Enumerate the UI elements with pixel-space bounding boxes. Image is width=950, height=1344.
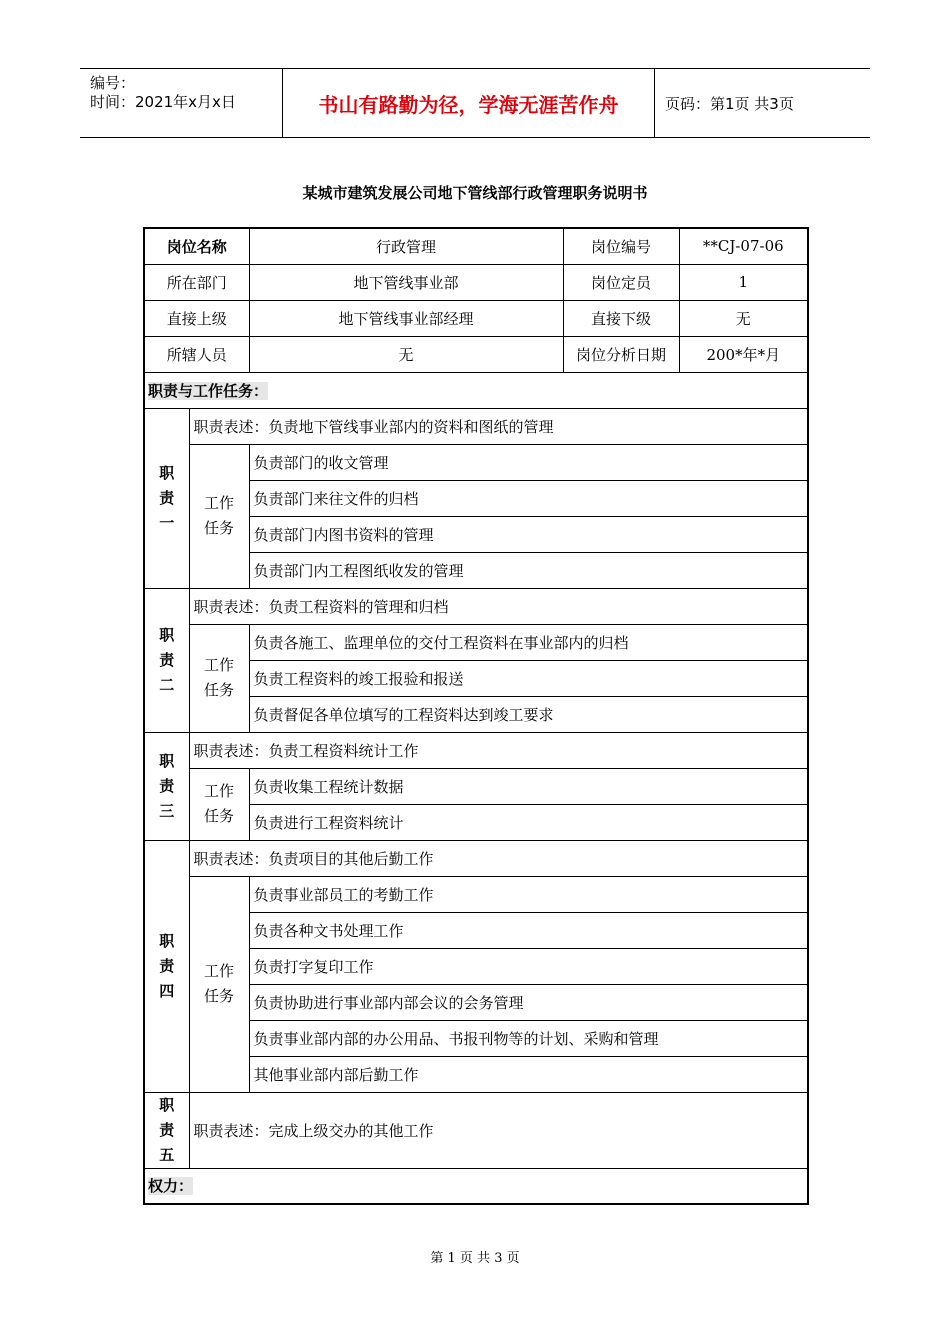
task-item: 负责进行工程资料统计: [249, 804, 808, 840]
task-item: 负责督促各单位填写的工程资料达到竣工要求: [249, 696, 808, 732]
header-page-info: 页码：第1页 共3页: [665, 94, 794, 113]
power-section-heading: [144, 1168, 808, 1204]
info-label: 直接下级: [563, 300, 679, 336]
info-label: 岗位分析日期: [563, 336, 679, 372]
info-row: [144, 228, 808, 264]
duty-statement: 职责表述：负责地下管线事业部内的资料和图纸的管理: [189, 408, 808, 444]
duty-label: 职 责 二: [144, 588, 189, 732]
page-footer: 第 1 页 共 3 页: [430, 1251, 520, 1266]
duty-label: 职 责 五: [144, 1092, 189, 1168]
task-label: 工作 任务: [189, 444, 249, 588]
info-value: 1: [679, 264, 808, 300]
duty-row: [144, 588, 808, 624]
task-label: 工作 任务: [189, 624, 249, 732]
duty-label: 职 责 三: [144, 732, 189, 840]
info-row: [144, 336, 808, 372]
task-item: 负责协助进行事业部内部会议的会务管理: [249, 984, 808, 1020]
number-label: 编号：: [90, 74, 136, 92]
task-row: [144, 876, 808, 912]
job-description-table: [143, 227, 809, 1205]
task-row: [144, 768, 808, 804]
task-item: 负责部门内图书资料的管理: [249, 516, 808, 552]
power-heading-text: 权力：: [148, 1177, 194, 1196]
header-meta: [80, 69, 282, 137]
info-row: [144, 300, 808, 336]
info-label: 岗位名称: [144, 228, 249, 264]
duty-statement: 职责表述：负责工程资料统计工作: [189, 732, 808, 768]
page-header: [80, 68, 870, 138]
task-item: 其他事业部内部后勤工作: [249, 1056, 808, 1092]
task-item: 负责各种文书处理工作: [249, 912, 808, 948]
duty-label: 职 责 四: [144, 840, 189, 1092]
time-label: 时间：2021年x月x日: [90, 93, 236, 111]
duties-section-heading: [144, 372, 808, 408]
task-item: 负责打字复印工作: [249, 948, 808, 984]
duty-row: [144, 408, 808, 444]
duty-row: [144, 1092, 808, 1168]
task-row: [144, 624, 808, 660]
info-label: 所辖人员: [144, 336, 249, 372]
duty-statement: 职责表述：负责工程资料的管理和归档: [189, 588, 808, 624]
info-label: 所在部门: [144, 264, 249, 300]
task-item: 负责工程资料的竣工报验和报送: [249, 660, 808, 696]
duty-row: [144, 840, 808, 876]
duty-statement: 职责表述：负责项目的其他后勤工作: [189, 840, 808, 876]
task-item: 负责事业部员工的考勤工作: [249, 876, 808, 912]
header-motto: 书山有路勤为径，学海无涯苦作舟: [282, 69, 655, 137]
task-item: 负责部门内工程图纸收发的管理: [249, 552, 808, 588]
info-value: **CJ-07-06: [679, 228, 808, 264]
document-title: 某城市建筑发展公司地下管线部行政管理职务说明书: [302, 184, 648, 202]
task-label: 工作 任务: [189, 876, 249, 1092]
info-value: 200*年*月: [679, 336, 808, 372]
info-label: 岗位编号: [563, 228, 679, 264]
task-item: 负责部门的收文管理: [249, 444, 808, 480]
info-label: 直接上级: [144, 300, 249, 336]
duty-row: [144, 732, 808, 768]
task-item: 负责各施工、监理单位的交付工程资料在事业部内的归档: [249, 624, 808, 660]
task-item: 负责收集工程统计数据: [249, 768, 808, 804]
task-item: 负责部门来往文件的归档: [249, 480, 808, 516]
info-value: 地下管线事业部: [249, 264, 563, 300]
info-value: 行政管理: [249, 228, 563, 264]
task-label: 工作 任务: [189, 768, 249, 840]
info-label: 岗位定员: [563, 264, 679, 300]
task-item: 负责事业部内部的办公用品、书报刊物等的计划、采购和管理: [249, 1020, 808, 1056]
duty-statement: 职责表述：完成上级交办的其他工作: [189, 1092, 808, 1168]
info-value: 无: [679, 300, 808, 336]
info-value: 地下管线事业部经理: [249, 300, 563, 336]
task-row: [144, 444, 808, 480]
info-row: [144, 264, 808, 300]
info-value: 无: [249, 336, 563, 372]
duty-label: 职 责 一: [144, 408, 189, 588]
duties-heading-text: 职责与工作任务：: [148, 381, 269, 400]
